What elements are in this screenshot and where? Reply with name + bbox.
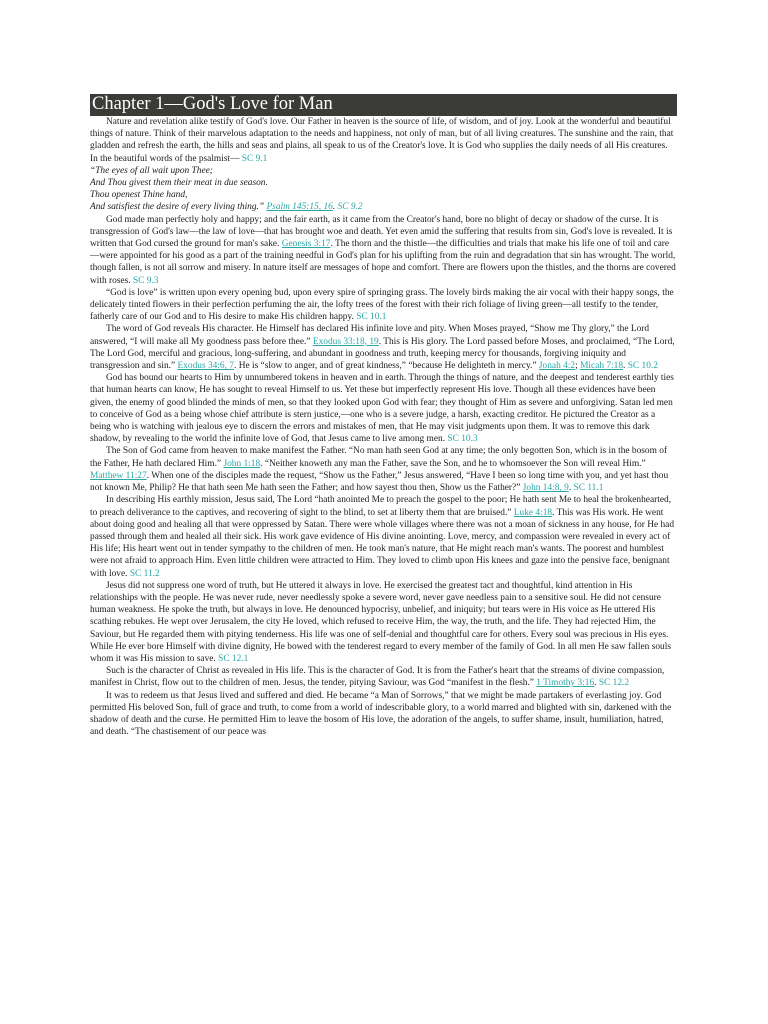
text-run: . “Neither knoweth any man the Father, save the Son, and he to whomsoever the Son will reveal Him.” <box>260 458 646 469</box>
paragraph <box>90 214 677 287</box>
paragraph <box>90 580 677 665</box>
page-reference-marker[interactable]: SC 12.2 <box>598 678 630 689</box>
text-run: And satisfiest the desire of every living thing.” <box>90 202 267 213</box>
scripture-reference-link[interactable]: Exodus 34:6, 7 <box>177 361 234 372</box>
text-run: . This was His work. He went about doing good and healing all that were oppressed by Satan. There were whole villages where there was not a moan of sickness in any house, for He had passed through them and healed all their sick. His work gave evidence of His divine anointing. Love, mercy, and compassion were revealed in every act of His life; His heart went out in tender sympathy to the children of men. He took man's nature, that He might reach man's wants. The poorest and humblest were not afraid to approach Him. Even little children were attracted to Him. They loved to climb upon His knees and gaze into the pensive face, benignant with love. <box>90 507 675 579</box>
scripture-reference-link[interactable]: Micah 7:18 <box>580 361 624 372</box>
text-run: The word of God reveals His character. He Himself has declared His infinite love and pity. When Moses prayed, “Show me Thy glory,” the Lord answered, “I will make all My goodness pass before thee.” <box>90 324 650 347</box>
poem-line <box>90 189 677 201</box>
text-run: . When one of the disciples made the request, “Show us the Father,” Jesus answered, “Have I been so long time with you, and yet hast thou not known Me, Philip? He that hath seen Me hath seen the Father; and how sayest thou then, Show us the Father?” <box>90 470 669 494</box>
text-run: . This is His glory. The Lord passed before Moses, and proclaimed, “The Lord, The Lord God, merciful and gracious, long-suffering, and abundant in goodness and truth, keeping mercy for thousands, forgiving iniquity and transgression and sin.” <box>90 336 675 372</box>
text-run: And Thou givest them their meat in due season. <box>90 178 268 189</box>
text-run: It was to redeem us that Jesus lived and suffered and died. He became “a Man of Sorrows,” that we might be made partakers of everlasting joy. God permitted His beloved Son, full of grace and truth, to come from a world of indescribable glory, to a world marred and blighted with sin, darkened with the shadow of death and the curse. He permitted Him to leave the bosom of His love, the adoration of the angels, to suffer shame, insult, humiliation, hatred, and death. “The chastisement of our peace was <box>90 690 672 738</box>
text-run: Such is the character of Christ as revealed in His life. This is the character of God. It is from the Father's heart that the streams of divine compassion, manifest in Christ, flow out to the children of men. Jesus, the tender, pitying Saviour, was God “manifest in the flesh.” <box>90 666 665 689</box>
text-run: . <box>594 678 599 689</box>
document-page <box>90 94 677 738</box>
text-run: Jesus did not suppress one word of truth, but He uttered it always in love. He exercised the greatest tact and thoughtful, kind attention in His relationships with the people. He was never rude, never needlessly spoke a severe word, never gave needless pain to a sensitive soul. He did not censure human weakness. He spoke the truth, but always in love. He denounced hypocrisy, unbelief, and iniquity; but tears were in His voice as He uttered His scathing rebukes. He wept over Jerusalem, the city He loved, which refused to receive Him, the way, the truth, and the life. They had rejected Him, the Saviour, but He regarded them with pitying tenderness. His life was one of self-denial and thoughtful care for others. Every soul was precious in His eyes. While He ever bore Himself with divine dignity, He bowed with the tenderest regard to every member of the family of God. In all men He saw fallen souls whom it was His mission to save. <box>90 580 671 664</box>
scripture-reference-link[interactable]: Exodus 33:18, 19 <box>312 336 379 347</box>
text-run: God has bound our hearts to Him by unnumbered tokens in heaven and in earth. Through the things of nature, and the deepest and tenderest earthly ties that human hearts can know, He has sought to reveal Himself to us. Yet these but imperfectly represent His love. Though all these evidences have been given, the enemy of good blinded the minds of men, so that they looked upon God with fear; they thought of Him as severe and unforgiving. Satan led men to conceive of God as a being whose chief attribute is stern justice,—one who is a severe judge, a harsh, exacting creditor. He pictured the Creator as a being who is watching with jealous eye to discern the errors and mistakes of men, that He may visit judgments upon them. It was to remove this dark shadow, by revealing to the world the infinite love of God, that Jesus came to live among men. <box>90 373 674 445</box>
scripture-reference-link[interactable]: John 1:18 <box>223 458 261 469</box>
page-reference-marker[interactable]: SC 11.1 <box>573 483 604 494</box>
paragraph <box>90 372 677 445</box>
paragraph <box>90 116 677 165</box>
page-reference-marker[interactable]: SC 10.1 <box>356 312 387 323</box>
text-run: . The thorn and the thistle—the difficulties and trials that make his life one of toil and care—were appointed for his good as a part of the training needful in God's plan for his uplifting from the ruin and degradation that sin has wrought. The world, though fallen, is not all sorrow and misery. In nature itself are messages of hope and comfort. There are flowers upon the thistles, and the thorns are covered with roses. <box>90 239 676 286</box>
page-reference-marker[interactable]: SC 11.2 <box>129 568 160 579</box>
page-reference-marker[interactable]: SC 9.1 <box>241 153 268 164</box>
scripture-reference-link[interactable]: Matthew 11:27 <box>90 470 147 481</box>
document-body <box>90 116 677 738</box>
text-run: . <box>568 483 574 494</box>
paragraph <box>90 690 677 739</box>
text-run: Nature and revelation alike testify of God's love. Our Father in heaven is the source of life, of wisdom, and of joy. Look at the wonderful and beautiful things of nature. Think of their marvelous adaptation to the needs and happiness, not only of man, but of all living creatures. The sunshine and the rain, that gladden and refresh the earth, the hills and seas and plains, all speak to us of the Creator's love. It is God who supplies the daily needs of all His creatures. In the beautiful words of the psalmist— <box>90 117 674 164</box>
page-reference-marker[interactable]: SC 12.1 <box>218 653 249 664</box>
text-run: . <box>332 202 338 213</box>
paragraph <box>90 323 677 372</box>
text-run: In describing His earthly mission, Jesus said, The Lord “hath anointed Me to preach the gospel to the poor; He hath sent Me to heal the brokenhearted, to preach deliverance to the captives, and recovering of sight to the blind, to set at liberty them that are bruised.” <box>90 495 672 518</box>
text-run: . He is “slow to anger, and of great kindness,” “because He delighteth in mercy.” <box>234 361 539 372</box>
text-run: “The eyes of all wait upon Thee; <box>90 165 213 176</box>
scripture-reference-link[interactable]: John 14:8, 9 <box>522 483 569 494</box>
text-run: . <box>623 361 628 372</box>
text-run: Thou openest Thine hand, <box>90 190 188 201</box>
page-reference-marker[interactable]: SC 9.3 <box>132 275 159 286</box>
text-run: God made man perfectly holy and happy; and the fair earth, as it came from the Creator's hand, bore no blight of decay or shadow of the curse. It is transgression of God's law—the law of love—that has brought woe and death. Yet even amid the suffering that results from sin, God's love is revealed. It is written that God cursed the ground for man's sake. <box>90 214 673 250</box>
scripture-reference-link[interactable]: Genesis 3:17 <box>281 239 331 250</box>
text-run: The Son of God came from heaven to make manifest the Father. “No man hath seen God at any time; the only begotten Son, which is in the bosom of the Father, He hath declared Him.” <box>90 446 668 469</box>
page-reference-marker[interactable]: SC 9.2 <box>337 202 363 213</box>
page-reference-marker[interactable]: SC 10.3 <box>447 434 478 445</box>
page-reference-marker[interactable]: SC 10.2 <box>627 361 658 372</box>
scripture-reference-link[interactable]: Psalm 145:15, 16 <box>266 202 333 213</box>
scripture-reference-link[interactable]: Luke 4:18 <box>513 507 553 518</box>
scripture-reference-link[interactable]: 1 Timothy 3:16 <box>536 678 595 689</box>
chapter-title: Chapter 1—God's Love for Man <box>90 94 677 116</box>
paragraph <box>90 665 677 689</box>
paragraph <box>90 445 677 494</box>
scripture-reference-link[interactable]: Jonah 4:2 <box>538 361 576 372</box>
poem-line <box>90 201 677 213</box>
poem-line <box>90 177 677 189</box>
paragraph <box>90 287 677 324</box>
text-run: “God is love” is written upon every opening bud, upon every spire of springing grass. The lovely birds making the air vocal with their happy songs, the delicately tinted flowers in their perfection perfuming the air, the lofty trees of the forest with their rich foliage of living green—all testify to the tender, fatherly care of our God and to His desire to make His children happy. <box>90 287 674 323</box>
text-run: ; <box>575 361 581 372</box>
paragraph <box>90 494 677 579</box>
poem-line <box>90 165 677 177</box>
